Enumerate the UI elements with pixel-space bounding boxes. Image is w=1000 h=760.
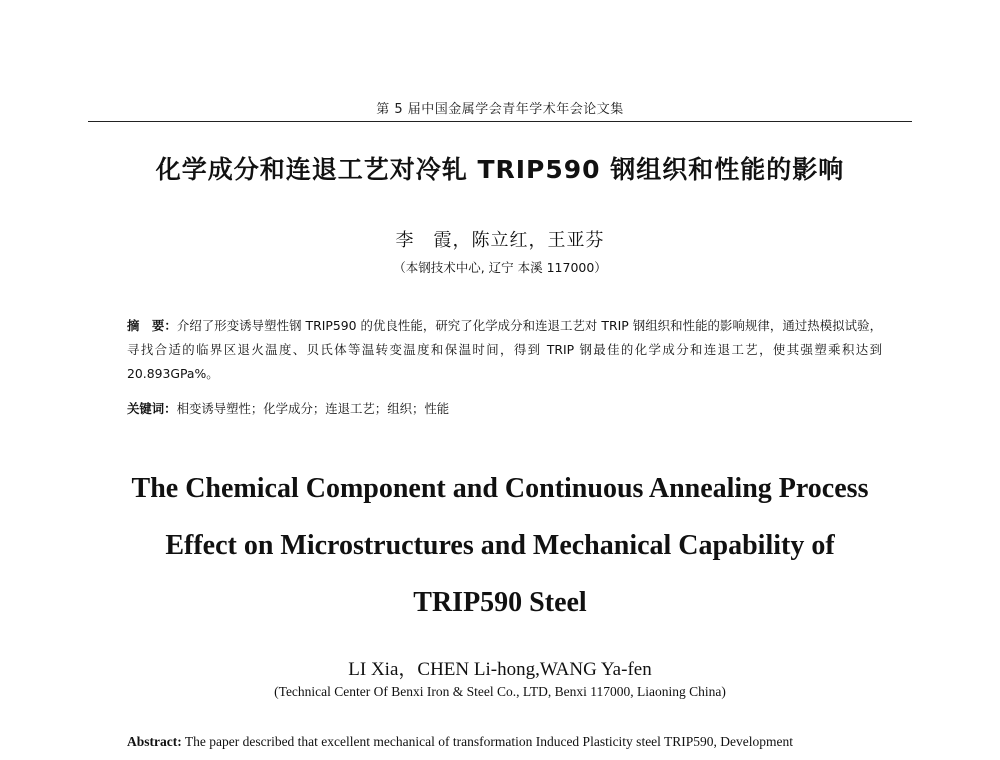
english-abstract-label: Abstract: <box>127 734 182 749</box>
english-authors: LI Xia，CHEN Li-hong,WANG Ya-fen <box>348 659 652 680</box>
chinese-abstract-label: 摘 要： <box>127 318 177 333</box>
header-rule <box>88 121 912 122</box>
english-affiliation: (Technical Center Of Benxi Iron & Steel Co., LTD, Benxi 117000, Liaoning China) <box>274 684 726 699</box>
chinese-affiliation: （本钢技术中心, 辽宁 本溪 117000） <box>393 260 607 275</box>
chinese-abstract-text: 介绍了形变诱导塑性钢 TRIP590 的优良性能，研究了化学成分和连退工艺对 TRIP 钢组织和性能的影响规律，通过热模拟试验，寻找合适的临界区退火温度、贝氏体等温转变温度和保温时间，得到 TRIP 钢最佳的化学成分和连退工艺，使其强塑乘积达到 20.893GPa%。 <box>127 318 883 381</box>
english-title-line: TRIP590 Steel <box>413 587 587 618</box>
chinese-keywords <box>127 399 882 419</box>
english-abstract-text: The paper described that excellent mechanical of transformation Induced Plasticity steel TRIP590, Development <box>181 734 794 749</box>
english-title-line: Effect on Microstructures and Mechanical Capability of <box>165 530 835 561</box>
chinese-keywords-text: 相变诱导塑性；化学成分；连退工艺；组织；性能 <box>176 401 450 416</box>
english-title-line: The Chemical Component and Continuous Annealing Process <box>131 473 869 504</box>
chinese-keywords-label: 关键词： <box>127 401 177 416</box>
chinese-authors: 李 霞，陈立红，王亚芬 <box>395 230 605 251</box>
running-header: 第 5 届中国金属学会青年学术年会论文集 <box>376 102 624 117</box>
english-abstract <box>127 734 887 750</box>
english-title <box>0 460 1000 631</box>
chinese-abstract <box>127 314 882 386</box>
chinese-title: 化学成分和连退工艺对冷轧 TRIP590 钢组织和性能的影响 <box>155 155 845 184</box>
